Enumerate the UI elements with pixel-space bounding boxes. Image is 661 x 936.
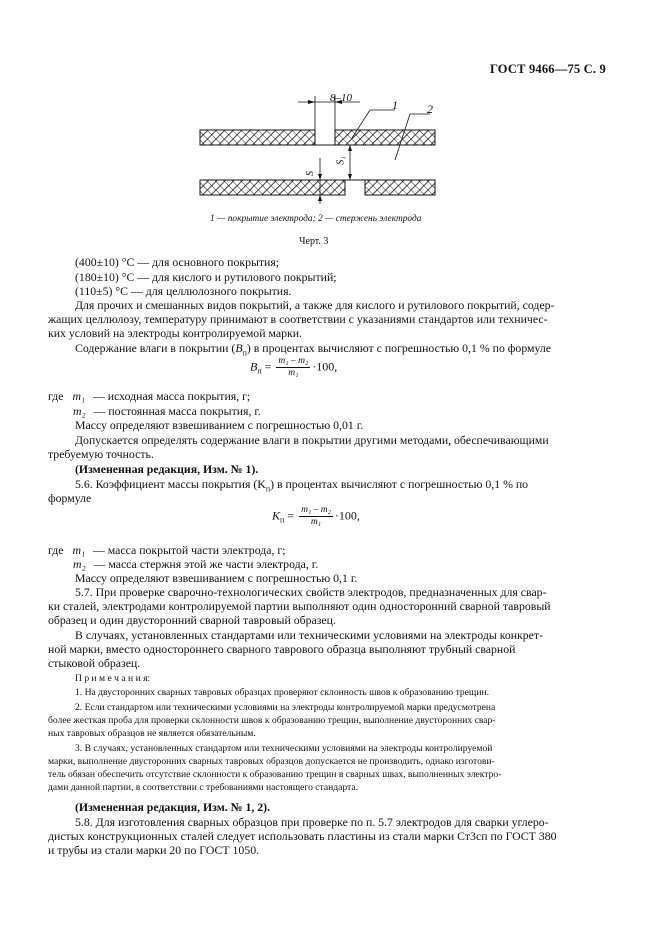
figure-number: Черт. 3 xyxy=(299,236,329,247)
formula-lhs: B xyxy=(250,359,258,374)
other-methods-1: Допускается определять содержание влаги в покрытии другими методами, обеспечивающими xyxy=(75,433,549,447)
note-1: 1. На двусторонних сварных тавровых образцах проверяют склонность швов к образованию трещин. xyxy=(75,687,489,698)
page-header: ГОСТ 9466—75 С. 9 xyxy=(489,62,606,76)
formula-numerator: m₁ – m₂ xyxy=(278,356,309,366)
notes-title: П р и м е ч а н и я: xyxy=(75,673,151,684)
note-3-line-1: 3. В случаях, установленных стандартом или техническими условиями на электроды контролируемой xyxy=(75,743,493,754)
coef-where-m1-desc: — масса покрытой части электрода, г; xyxy=(93,543,286,557)
label-s: S xyxy=(305,171,316,176)
callout-2: 2 xyxy=(427,102,433,116)
moisture-symbol-sub: п xyxy=(242,348,247,358)
p57b-line-1: В случаях, установленных стандартами или техническими условиями на электроды конкрет- xyxy=(75,628,544,642)
note-2-line-1: 2. Если стандартом или техническими условиями на электроды контролируемой марки предусмотрена xyxy=(75,702,496,713)
moisture-where-2 xyxy=(73,404,261,418)
note-2-line-3: ных тавровых образцов не является обязательным. xyxy=(48,728,256,739)
coef-numerator: m₁ – m₂ xyxy=(301,505,331,515)
p56-line-1 xyxy=(75,477,528,496)
temp-line-2: (180±10) °С — для кислого и рутилового покрытий; xyxy=(75,270,337,284)
coef-where-1 xyxy=(48,543,286,557)
where-m1: m₁ xyxy=(72,389,86,403)
coef-denominator: m₁ xyxy=(310,517,322,527)
coef-where-2 xyxy=(73,557,318,571)
p56-sub: п xyxy=(265,484,271,494)
p57b-line-2: ной марки, вместо одностороннего сварного таврового образца выполняют трубный сварной xyxy=(48,642,516,656)
p58-line-1: 5.8. Для изготовления сварных образцов при проверке по п. 5.7 электродов для сварки углеро- xyxy=(75,815,549,829)
p57-line-1: 5.7. При проверке сварочно-технологических свойств электродов, предназначенных для свар- xyxy=(75,585,547,599)
formula-lhs-sub: п xyxy=(257,366,262,376)
p56-line-2: формуле xyxy=(48,491,92,505)
note-2-line-2: более жесткая проба для проверки склонности швов к образованию трещин, выполнение двусторонних свар- xyxy=(48,715,496,726)
amend-1: (Измененная редакция, Изм. № 1). xyxy=(75,462,259,476)
coef-formula: $K_п$ = $\frac{\text{m₁ – m₂}}{\text{m₁}}$ ·100, xyxy=(272,505,360,527)
moisture-intro-a: Содержание влаги в покрытии ( xyxy=(75,341,236,355)
para-mixed-3: ких условий на электроды контролируемой марки. xyxy=(48,326,302,340)
coef-mult: ·100, xyxy=(334,508,360,523)
note-3-line-2: марки, выполнение двусторонних сварных тавровых образцов допускается не производить, однако изготови- xyxy=(48,756,495,767)
formula-denominator: m₁ xyxy=(288,368,299,378)
coef-lhs: K xyxy=(272,508,281,523)
p56-a: 5.6. Коэффициент массы покрытия (K xyxy=(75,477,266,491)
callout-1: 1 xyxy=(392,98,398,112)
moisture-where-1 xyxy=(48,389,250,403)
coef-where-m1: m₁ xyxy=(72,543,86,557)
para-mixed-1: Для прочих и смешанных видов покрытий, а также для кислого и рутилового покрытий, содер- xyxy=(75,298,555,312)
temp-line-1: (400±10) °С — для основного покрытия; xyxy=(75,255,280,269)
moisture-formula: $B_п$ = $\frac{\text{m₁ – m₂}}{\text{m₁}}$ ·100, xyxy=(250,356,338,378)
formula-mult: ·100, xyxy=(312,359,338,374)
coef-where-m2-desc: — масса стержня этой же части электрода, г. xyxy=(93,557,319,571)
moisture-mass-line: Массу определяют взвешиванием с погрешностью 0,01 г. xyxy=(75,418,364,432)
where-label: где xyxy=(48,389,64,403)
note-3-line-3: тель обязан обеспечить отсутствие склонности к образованию трещин в сварных швах, выполненных электро- xyxy=(48,769,502,780)
where-m2-desc: — постоянная масса покрытия, г. xyxy=(93,404,261,418)
para-mixed-2: жащих целлюлозу, температуру принимают в соответствии с указаниями стандартов или техничес- xyxy=(48,312,548,326)
electrode-drawing xyxy=(190,88,450,210)
other-methods-2: требуемую точность. xyxy=(48,447,154,461)
coef-mass-line: Массу определяют взвешиванием с погрешностью 0,1 г. xyxy=(75,571,358,585)
moisture-symbol: B xyxy=(235,341,243,355)
note-3-line-4: дами данной партии, в соответствии с требованиями настоящего стандарта. xyxy=(48,782,358,793)
coef-fraction xyxy=(299,505,333,528)
coef-lhs-sub: п xyxy=(280,515,285,525)
p57b-line-3: стыковой образец. xyxy=(48,656,141,670)
dimension-label: 8–10 xyxy=(330,92,352,104)
p58-line-3: и трубы из стали марки 20 по ГОСТ 1050. xyxy=(48,843,260,857)
p57-line-3: образец и один двусторонний сварной тавровый образец. xyxy=(48,613,336,627)
where-m1-desc: — исходная масса покрытия, г; xyxy=(93,389,251,403)
amend-2: (Измененная редакция, Изм. № 1, 2). xyxy=(75,800,271,814)
formula-fraction xyxy=(276,356,310,379)
coef-where-m2: m₂ xyxy=(73,557,86,571)
coef-where-label: где xyxy=(48,543,64,557)
p56-b: ) в процентах вычисляют с погрешностью 0,1 % по xyxy=(270,477,529,491)
figure-caption: 1 — покрытие электрода; 2 — стержень электрода xyxy=(210,214,422,224)
temp-line-3: (110±5) °С — для целлюлозного покрытия. xyxy=(75,284,292,298)
moisture-intro-b: ) в процентах вычисляют с погрешностью 0,1 % по формуле xyxy=(246,341,552,355)
p58-line-2: дистых конструкционных сталей следует использовать пластины из стали марки Ст3сп по ГОСТ 380 xyxy=(48,829,557,843)
p57-line-2: ки сталей, электродами контролируемой партии выполняют один односторонний сварной тавровый xyxy=(48,599,551,613)
where-m2: m₂ xyxy=(73,404,86,418)
label-s1: S₁ xyxy=(335,156,347,165)
